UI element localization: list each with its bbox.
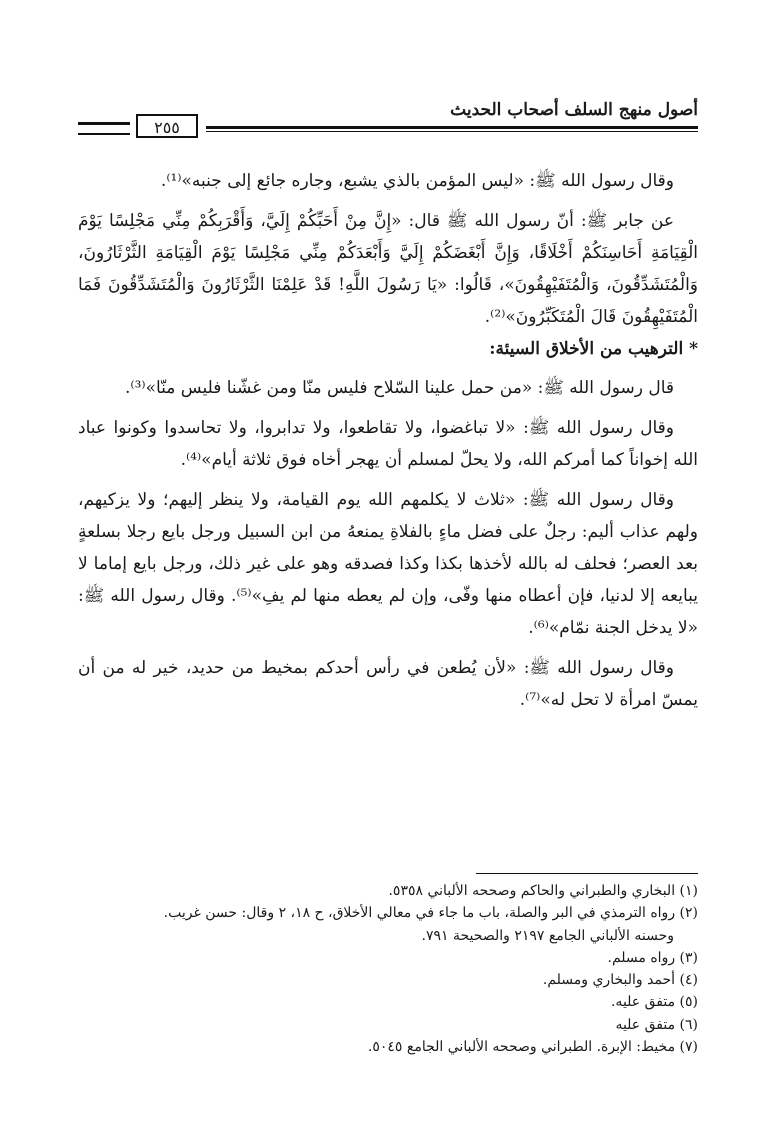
footnote: (١) البخاري والطبراني والحاكم وصححه الألباني ٥٣٥٨. — [388, 883, 698, 899]
footnote-continuation: وحسنه الألباني الجامع ٢١٩٧ والصحيحة ٧٩١. — [421, 927, 674, 944]
page-header — [78, 100, 698, 140]
footnote: (٦) متفق عليه — [615, 1016, 698, 1033]
header-rule — [206, 126, 698, 132]
text-block-1 — [78, 165, 698, 333]
paragraph: عن جابر ﷺ: أنّ رسول الله ﷺ قال: «إِنَّ مِنْ أَحَبِّكُمْ إِلَيَّ، وَأَقْرَبِكُمْ مِنِّي مَجْلِسًا يَوْمَ الْقِيَامَةِ أَحَاسِنَكُمْ أَخْلَاقًا، وَإِنَّ أَبْغَضَكُمْ إِلَيَّ وَأَبْعَدَكُمْ مِنِّي مَجْلِسًا يَوْمَ الْقِيَامَةِ الثَّرْثَارُونَ، وَالْمُتَشَدِّقُونَ، وَالْمُتَفَيْهِقُونَ»، قَالُوا: «يَا رَسُولَ اللَّهِ! قَدْ عَلِمْنَا الثَّرْثَارُونَ وَالْمُتَشَدِّقُونَ فَمَا الْمُتَفَيْهِقُونَ قَالَ الْمُتَكَبِّرُونَ»⁽²⁾. — [78, 211, 698, 327]
footnotes — [74, 880, 698, 1058]
header-rule-left — [78, 122, 130, 135]
footnote-separator — [476, 873, 698, 874]
paragraph: قال رسول الله ﷺ: «من حمل علينا السّلاح فليس منّا ومن غشّنا فليس منّا»⁽³⁾. — [124, 378, 674, 398]
footnote: (٢) رواه الترمذي في البر والصلة، باب ما جاء في معالي الأخلاق، ح ١٨، ٢ وقال: حسن غريب. — [163, 905, 698, 922]
text-block-2 — [78, 372, 698, 716]
footnote: (٤) أحمد والبخاري ومسلم. — [542, 972, 698, 989]
footnote: (٥) متفق عليه. — [610, 994, 698, 1011]
paragraph: وقال رسول الله ﷺ: «ليس المؤمن بالذي يشبع، وجاره جائع إلى جنبه»⁽¹⁾. — [160, 171, 674, 191]
footnote: (٧) مخيط: الإبرة. الطبراني وصححه الألباني الجامع ٥٠٤٥. — [367, 1039, 698, 1056]
page-number: ٢٥٥ — [136, 114, 198, 138]
footnote: (٣) رواه مسلم. — [607, 949, 698, 966]
paragraph: وقال رسول الله ﷺ: «ثلاث لا يكلمهم الله يوم القيامة، ولا ينظر إليهم؛ ولا يزكيهم، ولهم عذاب أليم: رجلٌ على فضل ماءٍ بالفلاةِ يمنعهُ من ابن السبيل ورجل بايع رجلا بسلعةٍ بعد العصر؛ فحلف له بالله لأخذها بكذا وكذا فصدقه وهو على غير ذلك، ورجل بايع إماما لا يبايعه إلا لدنيا، فإن أعطاه منها وفّى، وإن لم يعطه منها لم يفِ»⁽⁵⁾. وقال رسول الله ﷺ: «لا يدخل الجنة نمّام»⁽⁶⁾. — [78, 490, 698, 638]
section-heading: * الترهيب من الأخلاق السيئة: — [489, 339, 698, 359]
running-title: أصول منهج السلف أصحاب الحديث — [450, 100, 698, 120]
paragraph: وقال رسول الله ﷺ: «لا تباغضوا، ولا تقاطعوا، ولا تدابروا، ولا تحاسدوا وكونوا عباد الله إخواناً كما أمركم الله، ولا يحلّ لمسلم أن يهجر أخاه فوق ثلاثة أيام»⁽⁴⁾. — [78, 418, 698, 470]
paragraph: وقال رسول الله ﷺ: «لأن يُطعن في رأس أحدكم بمخيط من حديد، خير له من أن يمسّ امرأة لا تحل له»⁽⁷⁾. — [78, 658, 698, 710]
